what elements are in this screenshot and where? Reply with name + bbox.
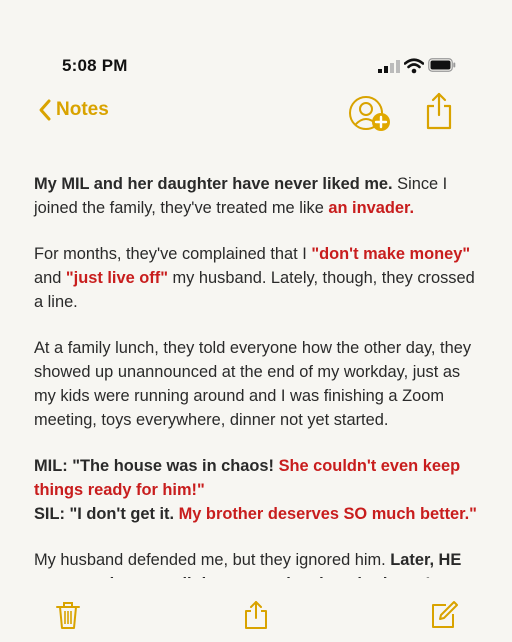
note-paragraph xyxy=(34,336,482,432)
share-icon[interactable] xyxy=(424,92,454,130)
body-text: At a family lunch, they told everyone how the other day, they showed up unannounced at the end of my workday, just as my kids were running around and I was finishing a Zoom meeting, toys everywhere, dinner not yet started. xyxy=(34,339,472,429)
highlight-text: an invader. xyxy=(328,199,414,217)
bold-text: MIL: "The house was in chaos! xyxy=(34,457,279,475)
body-text: My husband defended me, but they ignored him. xyxy=(34,551,391,569)
body-text: my husband. Lately, though, they crossed a line. xyxy=(34,269,475,311)
body-text: For months, they've complained that I xyxy=(34,245,312,263)
compose-icon[interactable] xyxy=(430,600,458,630)
back-to-notes-button[interactable] xyxy=(38,98,109,122)
highlight-text: "don't make money" xyxy=(311,245,471,263)
bottom-toolbar xyxy=(0,592,512,640)
note-body[interactable] xyxy=(34,172,482,642)
cellular-signal-icon xyxy=(378,60,400,73)
back-label: Notes xyxy=(56,99,109,120)
highlight-text: My brother deserves SO much better." xyxy=(178,505,477,523)
navigation-bar xyxy=(0,90,512,134)
add-person-icon[interactable] xyxy=(348,94,392,134)
body-text: Since I joined the family, they've treated me like xyxy=(34,175,448,217)
chevron-left-icon xyxy=(38,98,52,122)
note-paragraph xyxy=(34,172,482,220)
note-paragraph xyxy=(34,242,482,314)
status-bar xyxy=(0,0,512,90)
share-icon[interactable] xyxy=(242,600,270,630)
bold-text: SIL: "I don't get it. xyxy=(34,505,179,523)
battery-icon xyxy=(428,58,456,72)
highlight-text: She couldn't even keep things ready for him!" xyxy=(34,457,461,499)
bold-text: My MIL and her daughter have never liked me. xyxy=(34,175,393,193)
wifi-icon xyxy=(404,58,424,74)
body-text: and xyxy=(34,269,66,287)
highlight-text: "just live off" xyxy=(65,269,168,287)
trash-icon[interactable] xyxy=(54,600,82,630)
note-paragraph-dialogue xyxy=(34,454,482,526)
bold-text: Later, HE xyxy=(390,551,462,569)
status-time: 5:08 PM xyxy=(62,56,128,75)
